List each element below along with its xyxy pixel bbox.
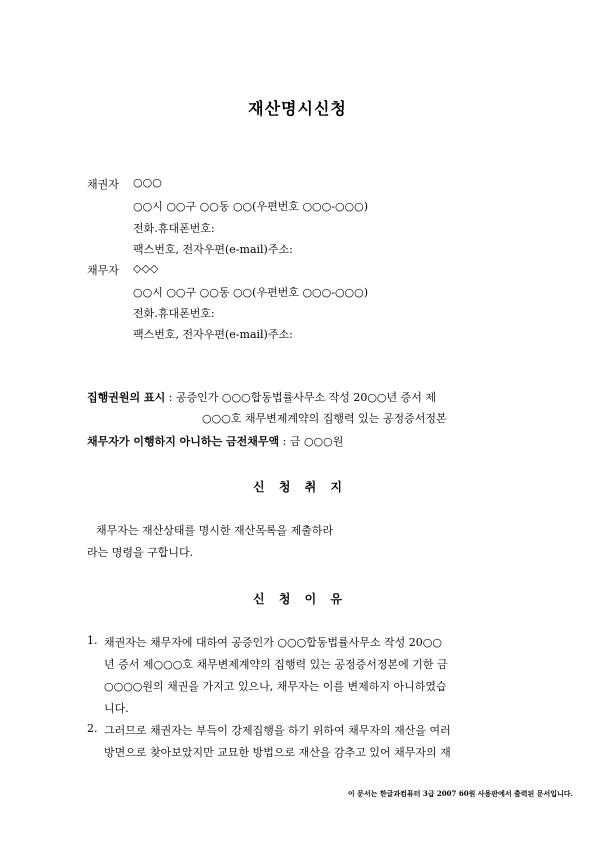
creditor-label: 채권자 xyxy=(87,178,119,191)
title-of-execution-line1 xyxy=(87,389,436,405)
reason-item1-line2: 년 증서 제○○○호 채무변제계약의 집행력 있는 공정증서정본에 기한 금 xyxy=(104,658,448,671)
purpose-line1: 채무자는 재산상태를 명시한 재산목록을 제출하라 xyxy=(96,524,334,537)
reason-item2-number: 2. xyxy=(87,722,98,735)
claim-line xyxy=(87,433,343,449)
reason-item2-line1: 그러므로 채권자는 부득이 강제집행을 하기 위하여 채무자의 재산을 여러 xyxy=(104,724,451,737)
document-title: 재산명시신청 xyxy=(248,99,347,118)
debtor-phone: 전화․휴대폰번호: xyxy=(133,307,215,320)
creditor-address: ○○시 ○○구 ○○동 ○○(우편번호 ○○○-○○○) xyxy=(133,200,369,213)
debtor-label: 채무자 xyxy=(87,264,119,277)
creditor-fax-email: 팩스번호, 전자우편(e-mail)주소: xyxy=(133,243,293,256)
title-of-execution-label: 집행권원의 표시 xyxy=(87,391,166,404)
claim-value: : 금 ○○○원 xyxy=(279,435,344,448)
creditor-name: ○○○ xyxy=(133,176,162,189)
title-of-execution-text1: : 공증인가 ○○○합동법률사무소 작성 20○○년 증서 제 xyxy=(165,391,437,404)
reason-heading: 신 청 이 유 xyxy=(253,592,342,606)
claim-label: 채무자가 이행하지 아니하는 금전채무액 xyxy=(87,435,280,448)
debtor-address: ○○시 ○○구 ○○동 ○○(우편번호 ○○○-○○○) xyxy=(133,286,369,299)
title-of-execution-line2: ○○○호 채무변제계약의 집행력 있는 공정증서정본 xyxy=(202,412,447,425)
reason-item1-number: 1. xyxy=(87,634,98,647)
creditor-phone: 전화․휴대폰번호: xyxy=(133,222,215,235)
debtor-name: ◇◇◇ xyxy=(133,262,159,275)
purpose-heading: 신 청 취 지 xyxy=(253,480,342,494)
reason-item1-line4: 니다. xyxy=(104,702,129,715)
footer-note: 이 문서는 한글과컴퓨터 3급 2007 60원 사용판에서 출력된 문서입니다. xyxy=(347,789,573,798)
reason-item1-line1: 채권자는 채무자에 대하여 공증인가 ○○○합동법률사무소 작성 20○○ xyxy=(104,636,442,649)
reason-item2-line2: 방면으로 찾아보았지만 교묘한 방법으로 재산을 감추고 있어 채무자의 재 xyxy=(104,746,451,759)
reason-item1-line3: ○○○○원의 채권을 가지고 있으나, 채무자는 이를 변제하지 아니하였습 xyxy=(104,680,447,693)
debtor-fax-email: 팩스번호, 전자우편(e-mail)주소: xyxy=(133,328,293,341)
purpose-line2: 라는 명령을 구합니다. xyxy=(87,546,194,559)
